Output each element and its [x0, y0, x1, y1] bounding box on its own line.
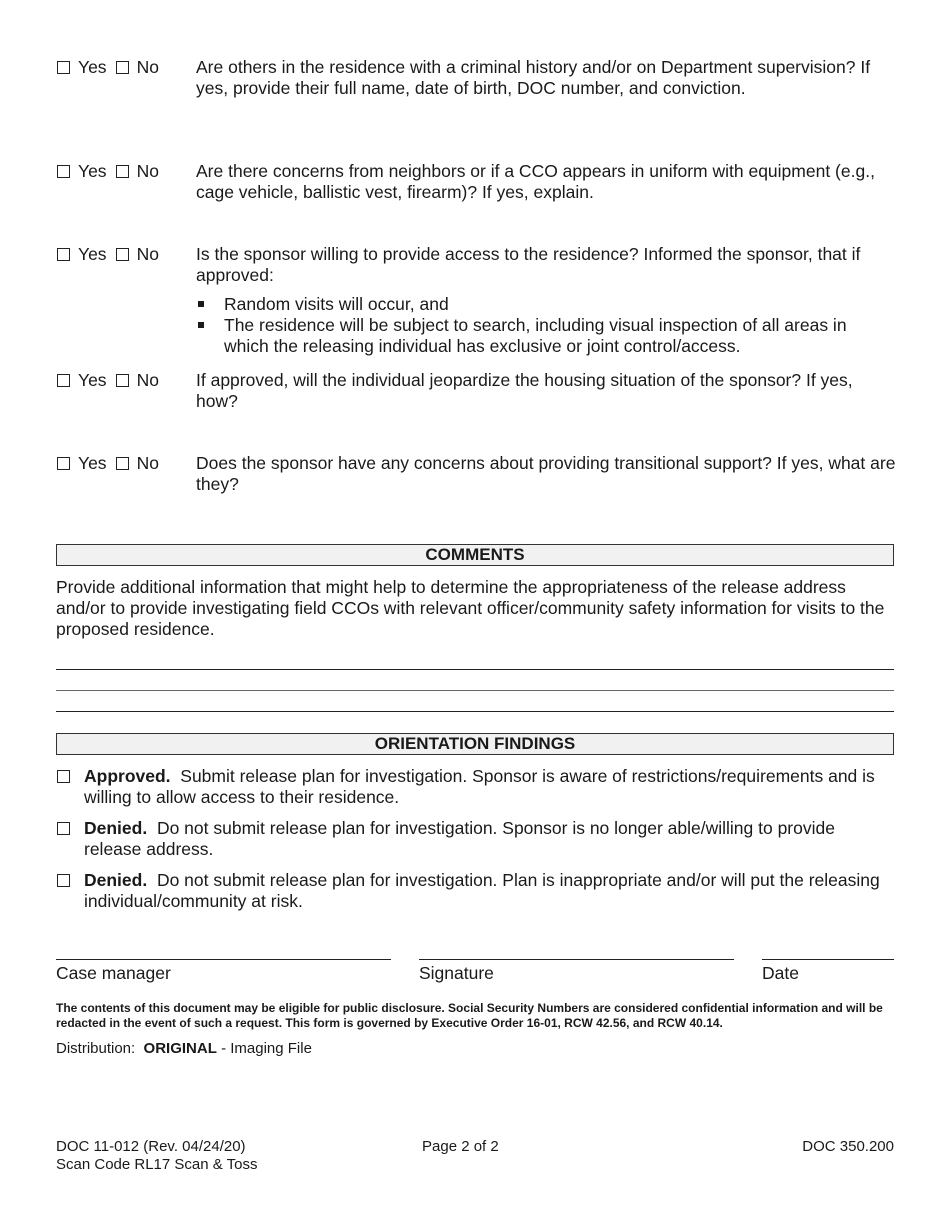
question-2-options [57, 161, 168, 182]
question-1-text: Are others in the residence with a criminal history and/or on Department supervision? If yes, provide their full name, date of birth, DOC number, and conviction. [196, 57, 871, 98]
yes-checkbox[interactable] [57, 165, 70, 178]
comments-heading: COMMENTS [56, 544, 894, 566]
case-manager-line[interactable] [56, 959, 391, 960]
finding-denied-inappropriate [57, 870, 897, 912]
form-number: DOC 11-012 (Rev. 04/24/20) [56, 1138, 246, 1155]
signature-line[interactable] [419, 959, 734, 960]
finding-text: Submit release plan for investigation. Sponsor is aware of restrictions/requirements and is willing to allow access to their residence. [84, 766, 875, 807]
question-4-text: If approved, will the individual jeopardize the housing situation of the sponsor? If yes, how? [196, 370, 853, 411]
yes-checkbox[interactable] [57, 248, 70, 261]
bullet-item: The residence will be subject to search, including visual inspection of all areas in which the releasing individual has exclusive or joint control/access. [196, 315, 896, 357]
no-checkbox[interactable] [116, 248, 129, 261]
yes-label: Yes [78, 453, 107, 473]
distribution-original: ORIGINAL [143, 1040, 217, 1057]
no-checkbox[interactable] [116, 457, 129, 470]
scan-code: Scan Code RL17 Scan & Toss [56, 1156, 258, 1173]
yes-checkbox[interactable] [57, 61, 70, 74]
finding-label: Denied. [84, 870, 148, 890]
date-line[interactable] [762, 959, 894, 960]
no-label: No [136, 57, 159, 77]
finding-approved [57, 766, 897, 808]
disclosure-notice: The contents of this document may be eligible for public disclosure. Social Security Numbers are considered confidential information and will be redacted in the event of such a request. This form is governed by Executive Order 16-01, RCW 42.56, and RCW 40.14. [56, 1001, 883, 1030]
distribution-line [56, 1040, 312, 1058]
question-2-text: Are there concerns from neighbors or if a CCO appears in uniform with equipment (e.g., cage vehicle, ballistic vest, firearm)? If yes, explain. [196, 161, 875, 202]
yes-checkbox[interactable] [57, 457, 70, 470]
date-label: Date [762, 963, 799, 983]
distribution-rest: - Imaging File [221, 1040, 312, 1057]
finding-label: Approved. [84, 766, 171, 786]
yes-checkbox[interactable] [57, 374, 70, 387]
denied-checkbox[interactable] [57, 822, 70, 835]
no-label: No [136, 453, 159, 473]
yes-label: Yes [78, 244, 107, 264]
comment-line[interactable] [56, 711, 894, 712]
question-1-options [57, 57, 168, 78]
orientation-findings-heading: ORIENTATION FINDINGS [56, 733, 894, 755]
comments-instructions: Provide additional information that might help to determine the appropriateness of the release address and/or to provide investigating field CCOs with relevant officer/community safety information for visits to the proposed residence. [56, 577, 885, 639]
page-number: Page 2 of 2 [422, 1138, 499, 1155]
no-label: No [136, 244, 159, 264]
no-label: No [136, 161, 159, 181]
comment-line[interactable] [56, 690, 894, 691]
question-3-block [196, 244, 896, 357]
distribution-prefix: Distribution: [56, 1040, 136, 1057]
question-3-bullets [196, 294, 896, 357]
yes-label: Yes [78, 57, 107, 77]
question-5-text: Does the sponsor have any concerns about providing transitional support? If yes, what are they? [196, 453, 896, 494]
no-checkbox[interactable] [116, 374, 129, 387]
question-4-options [57, 370, 168, 391]
finding-text: Do not submit release plan for investigation. Sponsor is no longer able/willing to provide release address. [84, 818, 835, 859]
question-3-options [57, 244, 168, 265]
question-5-options [57, 453, 168, 474]
finding-denied-unable [57, 818, 897, 860]
finding-text: Do not submit release plan for investigation. Plan is inappropriate and/or will put the releasing individual/community at risk. [84, 870, 880, 911]
comment-line[interactable] [56, 669, 894, 670]
policy-number: DOC 350.200 [802, 1138, 894, 1155]
yes-label: Yes [78, 370, 107, 390]
yes-label: Yes [78, 161, 107, 181]
no-checkbox[interactable] [116, 61, 129, 74]
case-manager-label: Case manager [56, 963, 171, 983]
no-label: No [136, 370, 159, 390]
no-checkbox[interactable] [116, 165, 129, 178]
signature-label: Signature [419, 963, 494, 983]
bullet-item: Random visits will occur, and [196, 294, 896, 315]
approved-checkbox[interactable] [57, 770, 70, 783]
denied-checkbox[interactable] [57, 874, 70, 887]
question-3-text: Is the sponsor willing to provide access to the residence? Informed the sponsor, that if approved: [196, 244, 861, 285]
finding-label: Denied. [84, 818, 148, 838]
